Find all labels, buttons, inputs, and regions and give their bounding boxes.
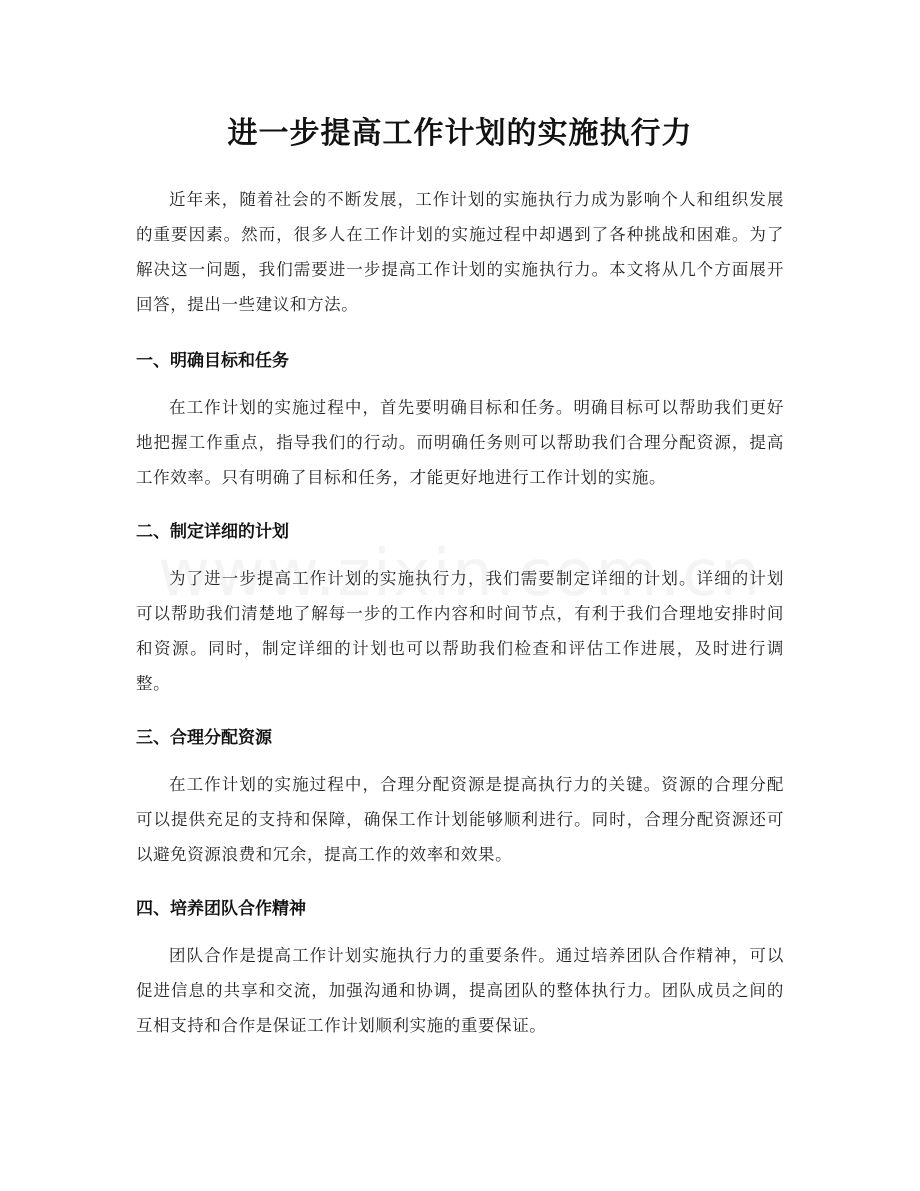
section-heading-4: 四、培养团队合作精神 <box>136 899 306 919</box>
section-paragraph-4: 团队合作是提高工作计划实施执行力的重要条件。通过培养团队合作精神，可以促进信息的共享和交流，加强沟通和协调，提高团队的整体执行力。团队成员之间的互相支持和合作是保证工作计划顺利实施的重要保证。 <box>136 946 784 1035</box>
section-heading-1: 一、明确目标和任务 <box>136 351 289 371</box>
page-title: 进一步提高工作计划的实施执行力 <box>227 116 693 151</box>
section-paragraph-2: 为了进一步提高工作计划的实施执行力，我们需要制定详细的计划。详细的计划可以帮助我们清楚地了解每一步的工作内容和时间节点，有利于我们合理地安排时间和资源。同时，制定详细的计划也可以帮助我们检查和评估工作进展，及时进行调整。 <box>136 569 784 693</box>
section-heading-2: 二、制定详细的计划 <box>136 522 289 542</box>
section-paragraph-1: 在工作计划的实施过程中，首先要明确目标和任务。明确目标可以帮助我们更好地把握工作重点，指导我们的行动。而明确任务则可以帮助我们合理分配资源，提高工作效率。只有明确了目标和任务，才能更好地进行工作计划的实施。 <box>136 398 784 487</box>
section-paragraph-3: 在工作计划的实施过程中，合理分配资源是提高执行力的关键。资源的合理分配可以提供充足的支持和保障，确保工作计划能够顺利进行。同时，合理分配资源还可以避免资源浪费和冗余，提高工作的效率和效果。 <box>136 775 784 864</box>
document-body <box>136 182 784 1043</box>
intro-paragraph: 近年来，随着社会的不断发展，工作计划的实施执行力成为影响个人和组织发展的重要因素。然而，很多人在工作计划的实施过程中却遇到了各种挑战和困难。为了解决这一问题，我们需要进一步提高工作计划的实施执行力。本文将从几个方面展开回答，提出一些建议和方法。 <box>136 190 784 314</box>
section-heading-3: 三、合理分配资源 <box>136 728 272 748</box>
